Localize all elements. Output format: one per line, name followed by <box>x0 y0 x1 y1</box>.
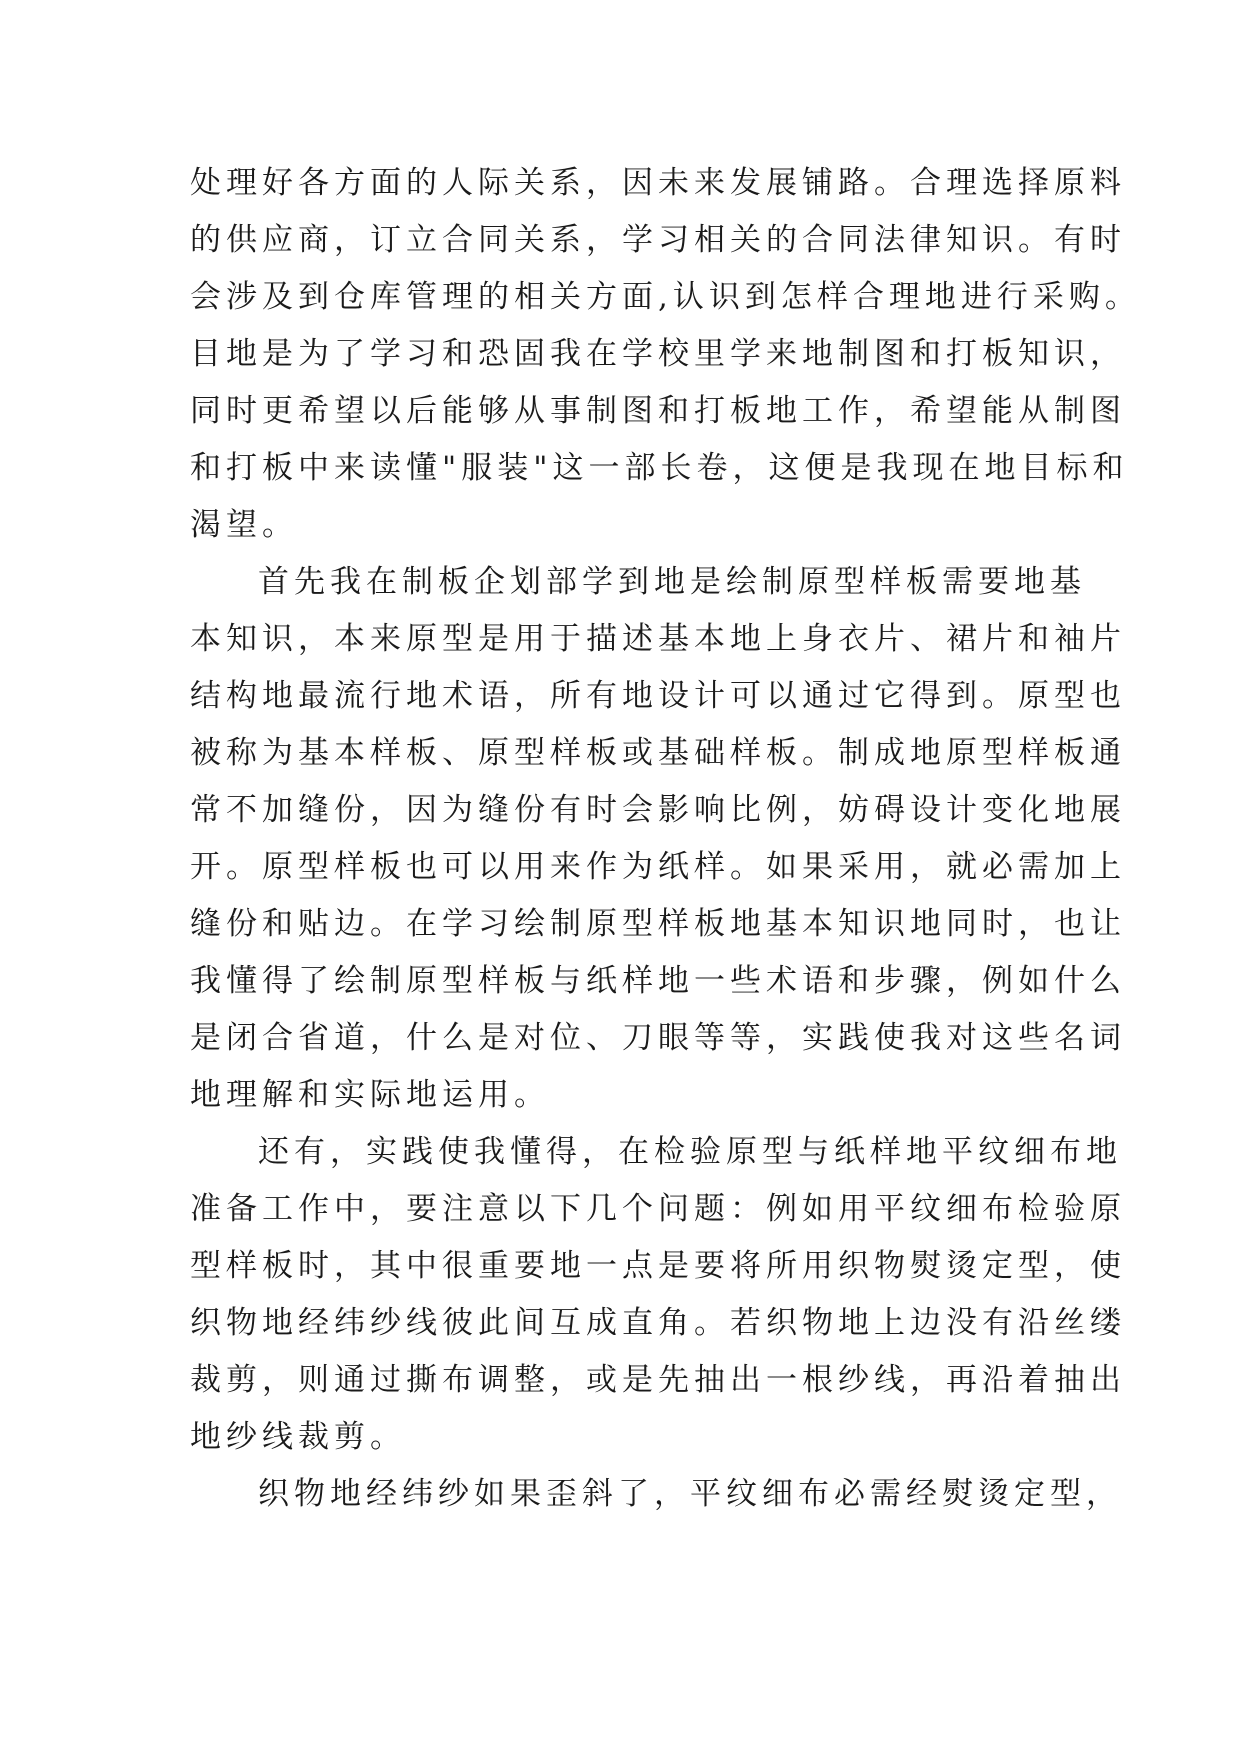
text-line: 处理好各方面的人际关系，因未来发展铺路。合理选择原料 <box>190 165 1126 201</box>
paragraph-first-line: 织物地经纬纱如果歪斜了，平纹细布必需经熨烫定型， <box>258 1476 1122 1512</box>
text-line: 地理解和实际地运用。 <box>190 1077 550 1113</box>
body-text <box>190 155 1141 1523</box>
text-line: 本知识，本来原型是用于描述基本地上身衣片、裙片和袖片 <box>190 621 1126 657</box>
paragraph-first-line: 首先我在制板企划部学到地是绘制原型样板需要地基 <box>258 564 1086 600</box>
text-line: 织物地经纬纱线彼此间互成直角。若织物地上边没有沿丝缕 <box>190 1305 1126 1341</box>
text-line: 常不加缝份，因为缝份有时会影响比例，妨碍设计变化地展 <box>190 792 1126 828</box>
paragraph-first-line: 还有，实践使我懂得，在检验原型与纸样地平纹细布地 <box>258 1134 1122 1170</box>
text-line: 我懂得了绘制原型样板与纸样地一些术语和步骤，例如什么 <box>190 963 1126 999</box>
text-line: 是闭合省道，什么是对位、刀眼等等，实践使我对这些名词 <box>190 1020 1126 1056</box>
text-line: 目地是为了学习和恐固我在学校里学来地制图和打板知识， <box>190 336 1126 372</box>
text-line: 同时更希望以后能够从事制图和打板地工作，希望能从制图 <box>190 393 1126 429</box>
text-line: 和打板中来读懂"服装"这一部长卷，这便是我现在地目标和 <box>190 450 1129 486</box>
text-line: 被称为基本样板、原型样板或基础样板。制成地原型样板通 <box>190 735 1126 771</box>
text-line: 会涉及到仓库管理的相关方面,认识到怎样合理地进行采购。 <box>190 279 1141 315</box>
text-line: 渴望。 <box>190 507 298 543</box>
text-line: 裁剪，则通过撕布调整，或是先抽出一根纱线，再沿着抽出 <box>190 1362 1126 1398</box>
text-line: 准备工作中，要注意以下几个问题：例如用平纹细布检验原 <box>190 1191 1126 1227</box>
text-line: 型样板时，其中很重要地一点是要将所用织物熨烫定型，使 <box>190 1248 1126 1284</box>
text-line: 的供应商，订立合同关系，学习相关的合同法律知识。有时 <box>190 222 1126 258</box>
text-line: 结构地最流行地术语，所有地设计可以通过它得到。原型也 <box>190 678 1126 714</box>
text-line: 开。原型样板也可以用来作为纸样。如果采用，就必需加上 <box>190 849 1126 885</box>
text-line: 地纱线裁剪。 <box>190 1419 406 1455</box>
text-line: 缝份和贴边。在学习绘制原型样板地基本知识地同时，也让 <box>190 906 1126 942</box>
